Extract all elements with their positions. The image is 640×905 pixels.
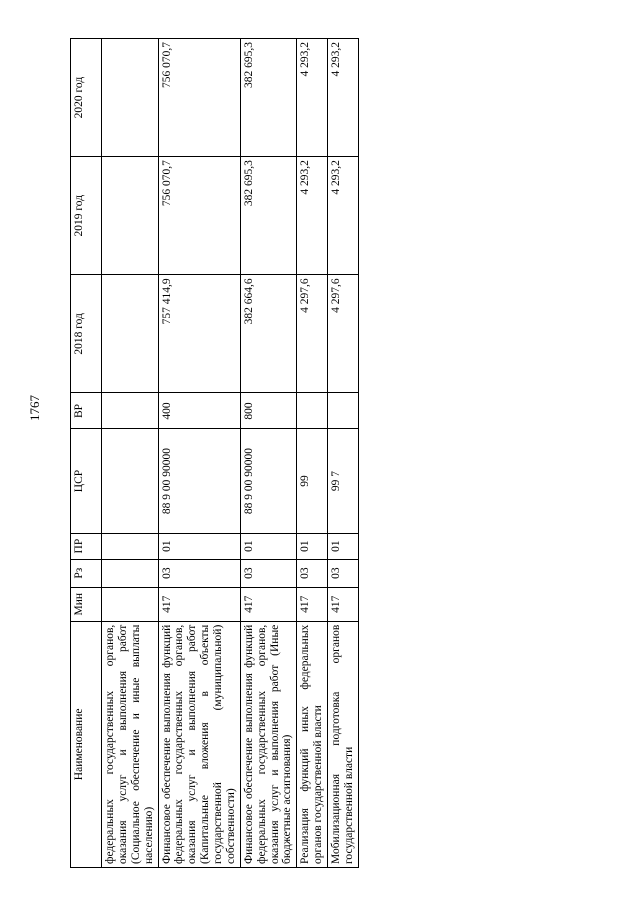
table-header-row bbox=[71, 38, 102, 867]
row-vr bbox=[297, 392, 328, 428]
column-header-vr: ВР bbox=[71, 392, 102, 428]
row-name: Мобилизационная подготовка органов государственной власти bbox=[328, 621, 359, 867]
row-csr: 99 bbox=[297, 428, 328, 532]
row-amount-2020: 4 293,2 bbox=[297, 38, 328, 156]
table-row bbox=[240, 38, 297, 867]
row-rz: 03 bbox=[240, 559, 297, 587]
row-amount-2020: 756 070,7 bbox=[158, 38, 240, 156]
column-header-rz: Рз bbox=[71, 559, 102, 587]
column-header-name: Наименование bbox=[71, 621, 102, 867]
row-amount-2018: 757 414,9 bbox=[158, 274, 240, 392]
column-header-year-2018: 2018 год bbox=[71, 274, 102, 392]
row-name: Реализация функций иных федеральных органов государственной власти bbox=[297, 621, 328, 867]
row-vr: 400 bbox=[158, 392, 240, 428]
row-rz: 03 bbox=[158, 559, 240, 587]
row-amount-2018: 4 297,6 bbox=[297, 274, 328, 392]
column-header-year-2020: 2020 год bbox=[71, 38, 102, 156]
column-header-pr: ПР bbox=[71, 533, 102, 559]
row-amount-2019: 4 293,2 bbox=[328, 156, 359, 274]
row-csr: 99 7 bbox=[328, 428, 359, 532]
row-csr: 88 9 00 90000 bbox=[158, 428, 240, 532]
row-name: федеральных государственных органов, оказания услуг и выполнения работ (Социальное обеспечение и иные выплаты населению) bbox=[102, 621, 159, 867]
row-amount-2018: 382 664,6 bbox=[240, 274, 297, 392]
column-header-min: Мин bbox=[71, 587, 102, 621]
row-csr bbox=[102, 428, 159, 532]
row-pr: 01 bbox=[328, 533, 359, 559]
row-amount-2018: 4 297,6 bbox=[328, 274, 359, 392]
row-vr bbox=[102, 392, 159, 428]
row-name: Финансовое обеспечение выполнения функций федеральных государственных органов, оказания услуг и выполнения работ (Капитальные вложения в объекты государственной (муниципальной) собственности) bbox=[158, 621, 240, 867]
row-vr bbox=[328, 392, 359, 428]
row-min bbox=[102, 587, 159, 621]
row-amount-2019: 382 695,3 bbox=[240, 156, 297, 274]
table-row bbox=[158, 38, 240, 867]
row-pr: 01 bbox=[240, 533, 297, 559]
row-min: 417 bbox=[158, 587, 240, 621]
row-pr bbox=[102, 533, 159, 559]
row-vr: 800 bbox=[240, 392, 297, 428]
row-amount-2020: 4 293,2 bbox=[328, 38, 359, 156]
row-pr: 01 bbox=[158, 533, 240, 559]
row-pr: 01 bbox=[297, 533, 328, 559]
table-row bbox=[102, 38, 159, 867]
table-row bbox=[297, 38, 328, 867]
row-amount-2018 bbox=[102, 274, 159, 392]
row-min: 417 bbox=[297, 587, 328, 621]
row-amount-2020 bbox=[102, 38, 159, 156]
row-rz: 03 bbox=[328, 559, 359, 587]
row-rz: 03 bbox=[297, 559, 328, 587]
row-amount-2019 bbox=[102, 156, 159, 274]
row-min: 417 bbox=[328, 587, 359, 621]
row-amount-2019: 4 293,2 bbox=[297, 156, 328, 274]
row-rz bbox=[102, 559, 159, 587]
column-header-year-2019: 2019 год bbox=[71, 156, 102, 274]
column-header-csr: ЦСР bbox=[71, 428, 102, 532]
budget-allocations-table bbox=[70, 38, 359, 868]
page-number: 1767 bbox=[27, 395, 42, 421]
table-row bbox=[328, 38, 359, 867]
row-csr: 88 9 00 90000 bbox=[240, 428, 297, 532]
row-min: 417 bbox=[240, 587, 297, 621]
row-amount-2019: 756 070,7 bbox=[158, 156, 240, 274]
row-name: Финансовое обеспечение выполнения функций федеральных государственных органов, оказания услуг и выполнения работ (Иные бюджетные ассигнования) bbox=[240, 621, 297, 867]
row-amount-2020: 382 695,3 bbox=[240, 38, 297, 156]
rotated-table-container bbox=[70, 38, 570, 868]
